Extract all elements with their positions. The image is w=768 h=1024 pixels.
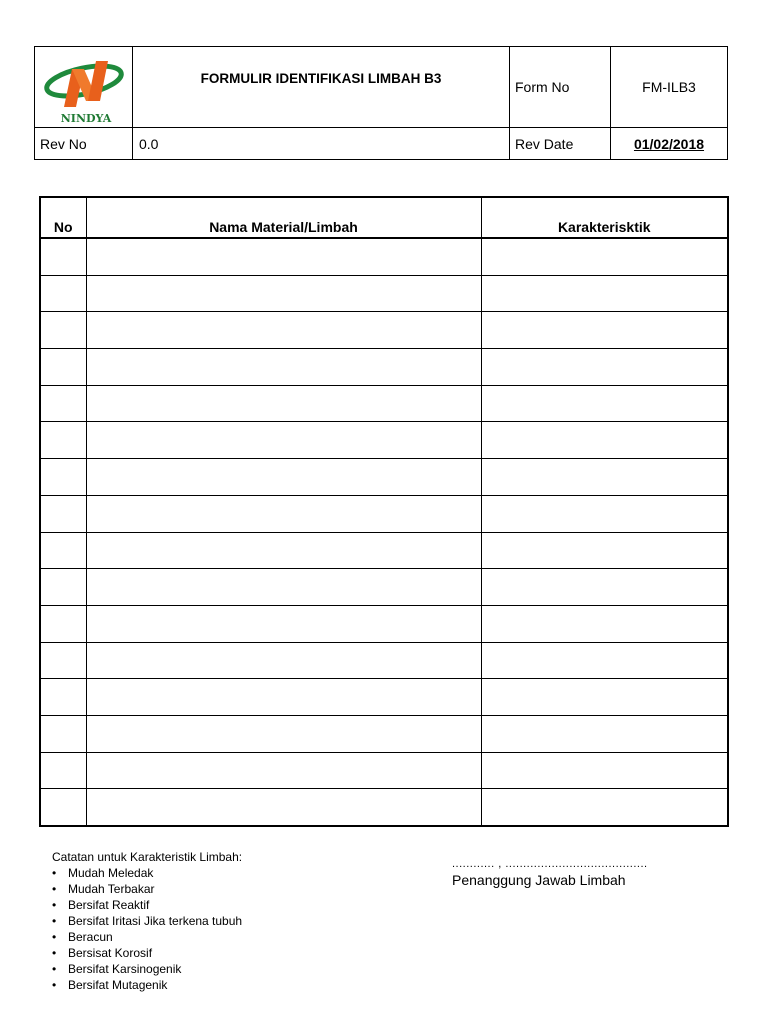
cell-no[interactable] bbox=[40, 679, 86, 716]
cell-no[interactable] bbox=[40, 789, 86, 826]
cell-karakteristik[interactable] bbox=[481, 605, 728, 642]
table-row bbox=[40, 679, 728, 716]
cell-karakteristik[interactable] bbox=[481, 679, 728, 716]
cell-material[interactable] bbox=[86, 569, 481, 606]
cell-material[interactable] bbox=[86, 789, 481, 826]
cell-no[interactable] bbox=[40, 532, 86, 569]
cell-karakteristik[interactable] bbox=[481, 349, 728, 386]
notes-list bbox=[52, 865, 242, 993]
notes-list-item: • Bersifat Iritasi Jika terkena tubuh bbox=[68, 913, 242, 929]
cell-no[interactable] bbox=[40, 495, 86, 532]
cell-material[interactable] bbox=[86, 312, 481, 349]
cell-material[interactable] bbox=[86, 238, 481, 275]
cell-material[interactable] bbox=[86, 495, 481, 532]
col-header-material: Nama Material/Limbah bbox=[86, 197, 481, 238]
notes-list-item: • Bersifat Reaktif bbox=[68, 897, 242, 913]
cell-no[interactable] bbox=[40, 642, 86, 679]
cell-karakteristik[interactable] bbox=[481, 312, 728, 349]
table-row bbox=[40, 605, 728, 642]
cell-karakteristik[interactable] bbox=[481, 495, 728, 532]
col-header-no: No bbox=[40, 197, 86, 238]
table-row bbox=[40, 569, 728, 606]
rev-no-value: 0.0 bbox=[133, 128, 510, 160]
cell-no[interactable] bbox=[40, 349, 86, 386]
cell-karakteristik[interactable] bbox=[481, 238, 728, 275]
notes-list-item: • Bersifat Karsinogenik bbox=[68, 961, 242, 977]
form-header bbox=[34, 46, 728, 160]
notes-list-item: • Beracun bbox=[68, 929, 242, 945]
form-title: FORMULIR IDENTIFIKASI LIMBAH B3 bbox=[133, 47, 510, 128]
table-row bbox=[40, 642, 728, 679]
notes-list-item: • Mudah Meledak bbox=[68, 865, 242, 881]
cell-karakteristik[interactable] bbox=[481, 275, 728, 312]
cell-karakteristik[interactable] bbox=[481, 752, 728, 789]
cell-material[interactable] bbox=[86, 459, 481, 496]
table-header-row bbox=[40, 197, 728, 238]
table-row bbox=[40, 238, 728, 275]
table-row bbox=[40, 349, 728, 386]
cell-material[interactable] bbox=[86, 752, 481, 789]
signature-place-date[interactable]: ............ , ........................................ bbox=[452, 858, 648, 870]
cell-no[interactable] bbox=[40, 275, 86, 312]
rev-no-label: Rev No bbox=[35, 128, 133, 160]
form-no-value: FM-ILB3 bbox=[611, 47, 728, 128]
cell-karakteristik[interactable] bbox=[481, 422, 728, 459]
cell-karakteristik[interactable] bbox=[481, 385, 728, 422]
notes-section bbox=[52, 849, 242, 993]
cell-no[interactable] bbox=[40, 715, 86, 752]
notes-list-item: • Bersisat Korosif bbox=[68, 945, 242, 961]
cell-material[interactable] bbox=[86, 349, 481, 386]
notes-list-item: • Mudah Terbakar bbox=[68, 881, 242, 897]
cell-material[interactable] bbox=[86, 275, 481, 312]
cell-no[interactable] bbox=[40, 385, 86, 422]
table-row bbox=[40, 789, 728, 826]
table-row bbox=[40, 275, 728, 312]
cell-no[interactable] bbox=[40, 238, 86, 275]
signature-block bbox=[452, 858, 648, 888]
table-row bbox=[40, 532, 728, 569]
logo-cell bbox=[35, 47, 133, 128]
cell-no[interactable] bbox=[40, 752, 86, 789]
form-no-label: Form No bbox=[510, 47, 611, 128]
cell-karakteristik[interactable] bbox=[481, 789, 728, 826]
cell-material[interactable] bbox=[86, 422, 481, 459]
table-row bbox=[40, 422, 728, 459]
cell-no[interactable] bbox=[40, 312, 86, 349]
table-row bbox=[40, 459, 728, 496]
table-body bbox=[40, 238, 728, 826]
nindya-logo bbox=[42, 49, 126, 125]
table-row bbox=[40, 752, 728, 789]
col-header-karakteristik: Karakterisktik bbox=[481, 197, 728, 238]
cell-material[interactable] bbox=[86, 532, 481, 569]
rev-date-cell bbox=[611, 128, 728, 160]
cell-material[interactable] bbox=[86, 715, 481, 752]
rev-date-label: Rev Date bbox=[510, 128, 611, 160]
cell-no[interactable] bbox=[40, 422, 86, 459]
cell-karakteristik[interactable] bbox=[481, 569, 728, 606]
notes-title: Catatan untuk Karakteristik Limbah: bbox=[52, 850, 243, 864]
rev-date-value: 01/02/2018 bbox=[633, 135, 705, 152]
cell-no[interactable] bbox=[40, 459, 86, 496]
cell-no[interactable] bbox=[40, 605, 86, 642]
logo-text: NINDYA bbox=[60, 112, 111, 125]
cell-material[interactable] bbox=[86, 679, 481, 716]
cell-no[interactable] bbox=[40, 569, 86, 606]
table-row bbox=[40, 385, 728, 422]
cell-material[interactable] bbox=[86, 385, 481, 422]
waste-table bbox=[39, 196, 729, 827]
cell-karakteristik[interactable] bbox=[481, 642, 728, 679]
cell-material[interactable] bbox=[86, 642, 481, 679]
table-row bbox=[40, 715, 728, 752]
cell-karakteristik[interactable] bbox=[481, 532, 728, 569]
cell-karakteristik[interactable] bbox=[481, 715, 728, 752]
table-row bbox=[40, 312, 728, 349]
table-row bbox=[40, 495, 728, 532]
cell-karakteristik[interactable] bbox=[481, 459, 728, 496]
notes-list-item: • Bersifat Mutagenik bbox=[68, 977, 242, 993]
signature-role: Penanggung Jawab Limbah bbox=[452, 872, 626, 888]
cell-material[interactable] bbox=[86, 605, 481, 642]
